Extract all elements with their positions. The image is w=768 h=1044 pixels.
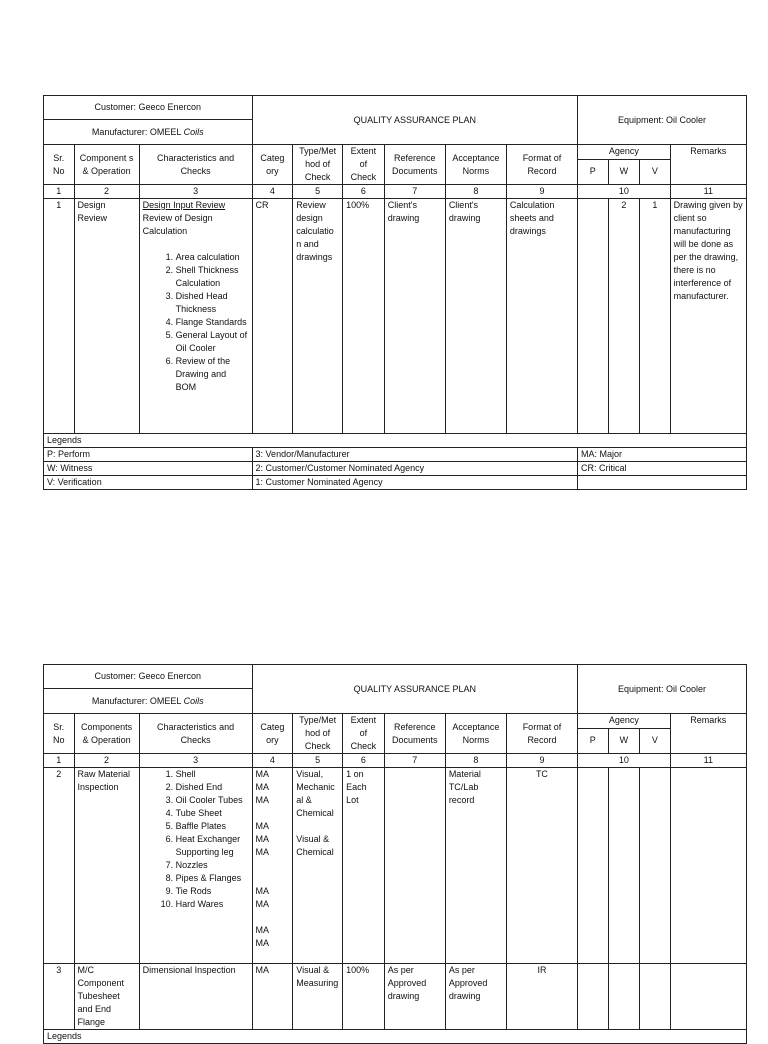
col-remarks: Remarks	[670, 145, 746, 185]
col-format: Format of Record	[506, 714, 577, 754]
col-characteristics: Characteristics and Checks	[139, 145, 252, 185]
col-acceptance: Acceptance Norms	[445, 145, 506, 185]
characteristic-item: 4. Tube Sheet	[176, 807, 249, 820]
table-row: 2 Raw Material Inspection 1. Shell 2. Dished End 3. Oil Cooler Tubes 4. Tube Sheet 5. Baffle Plates 6. Heat Exchanger Supporting leg 7. Nozzles 8. Pipes & Flanges 9. Tie Rods 10. Hard Wares MA MA MA MA MA MA MA MA MA MA Visual, Mechanic al & Chemical Visual & Chemical 1 on Each Lot Material TC/Lab record TC	[44, 768, 747, 964]
col-extent: Extent of Check	[343, 714, 385, 754]
characteristic-item: 7. Nozzles	[176, 859, 249, 872]
column-number-row: 1 2 3 4 5 6 7 8 9 10 11	[44, 754, 747, 768]
characteristic-item: 3. Oil Cooler Tubes	[176, 794, 249, 807]
characteristic-item: 2. Shell Thickness Calculation	[176, 264, 249, 290]
characteristic-item: 5. Baffle Plates	[176, 820, 249, 833]
qap-table-2	[43, 664, 747, 1044]
col-agency: Agency	[578, 714, 671, 729]
col-agency-v: V	[640, 159, 671, 184]
col-agency-v: V	[640, 728, 671, 753]
characteristic-item: 5. General Layout of Oil Cooler	[176, 329, 249, 355]
customer-cell: Customer: Geeco Enercon	[44, 665, 253, 689]
col-type: Type/Met hod of Check	[293, 145, 343, 185]
col-component: Component s & Operation	[74, 145, 139, 185]
col-characteristics: Characteristics and Checks	[139, 714, 252, 754]
document-title: QUALITY ASSURANCE PLAN	[252, 665, 578, 714]
col-category: Categ ory	[252, 714, 293, 754]
manufacturer-cell: Manufacturer: OMEEL Coils	[44, 689, 253, 714]
col-type: Type/Met hod of Check	[293, 714, 343, 754]
col-agency-p: P	[578, 728, 609, 753]
document-title: QUALITY ASSURANCE PLAN	[252, 96, 578, 145]
characteristic-item: 6. Heat Exchanger Supporting leg	[176, 833, 249, 859]
col-agency-p: P	[578, 159, 609, 184]
equipment-cell: Equipment: Oil Cooler	[578, 96, 747, 145]
manufacturer-cell: Manufacturer: OMEEL Coils	[44, 120, 253, 145]
col-remarks: Remarks	[670, 714, 746, 754]
characteristics-cell: Design Input Review Review of Design Calculation 1. Area calculation 2. Shell Thickness Calculation 3. Dished Head Thickness 4. Flange Standards 5. General Layout of Oil Cooler 6. Review of the Drawing and BOM	[139, 199, 252, 434]
category-cell: MA MA MA MA MA MA MA MA MA MA	[252, 768, 293, 964]
col-reference: Reference Documents	[384, 714, 445, 754]
col-agency: Agency	[578, 145, 671, 160]
column-number-row: 1 2 3 4 5 6 7 8 9 10 11	[44, 185, 747, 199]
legend-row: P: Perform 3: Vendor/Manufacturer MA: Major	[44, 448, 747, 462]
table-row: 3 M/C Component Tubesheet and End Flange Dimensional Inspection MA Visual & Measuring 100% As per Approved drawing As per Approved drawing IR	[44, 964, 747, 1030]
characteristic-item: 1. Shell	[176, 768, 249, 781]
col-reference: Reference Documents	[384, 145, 445, 185]
customer-cell: Customer: Geeco Enercon	[44, 96, 253, 120]
legends-title: Legends	[44, 434, 747, 448]
legend-row: V: Verification 1: Customer Nominated Agency	[44, 476, 747, 490]
col-acceptance: Acceptance Norms	[445, 714, 506, 754]
characteristic-item: 10. Hard Wares	[176, 898, 249, 911]
col-agency-w: W	[608, 728, 640, 753]
table-row: 1 Design Review Design Input Review Review of Design Calculation 1. Area calculation 2. Shell Thickness Calculation 3. Dished Head Thickness 4. Flange Standards 5. General Layout of Oil Cooler 6. Review of the Drawing and BOM CR Review design calculatio n and drawings 100% Client's drawing Client's drawing Calculation sheets and drawings 2 1 Drawing given by client so manufacturing will be done as per the drawing, there is no interference of manufacturer.	[44, 199, 747, 434]
characteristic-item: 9. Tie Rods	[176, 885, 249, 898]
legend-row: W: Witness 2: Customer/Customer Nominated Agency CR: Critical	[44, 462, 747, 476]
characteristic-item: 2. Dished End	[176, 781, 249, 794]
col-sr-no: Sr. No	[44, 714, 75, 754]
col-component: Components & Operation	[74, 714, 139, 754]
characteristic-item: 1. Area calculation	[176, 251, 249, 264]
col-sr-no: Sr. No	[44, 145, 75, 185]
qap-table-1	[43, 95, 747, 490]
characteristics-cell	[139, 768, 252, 964]
characteristic-item: 8. Pipes & Flanges	[176, 872, 249, 885]
col-extent: Extent of Check	[343, 145, 385, 185]
characteristic-item: 4. Flange Standards	[176, 316, 249, 329]
col-category: Categ ory	[252, 145, 293, 185]
characteristic-item: 6. Review of the Drawing and BOM	[176, 355, 249, 394]
characteristic-item: 3. Dished Head Thickness	[176, 290, 249, 316]
col-format: Format of Record	[506, 145, 577, 185]
legends-title: Legends	[44, 1030, 747, 1044]
col-agency-w: W	[608, 159, 640, 184]
equipment-cell: Equipment: Oil Cooler	[578, 665, 747, 714]
